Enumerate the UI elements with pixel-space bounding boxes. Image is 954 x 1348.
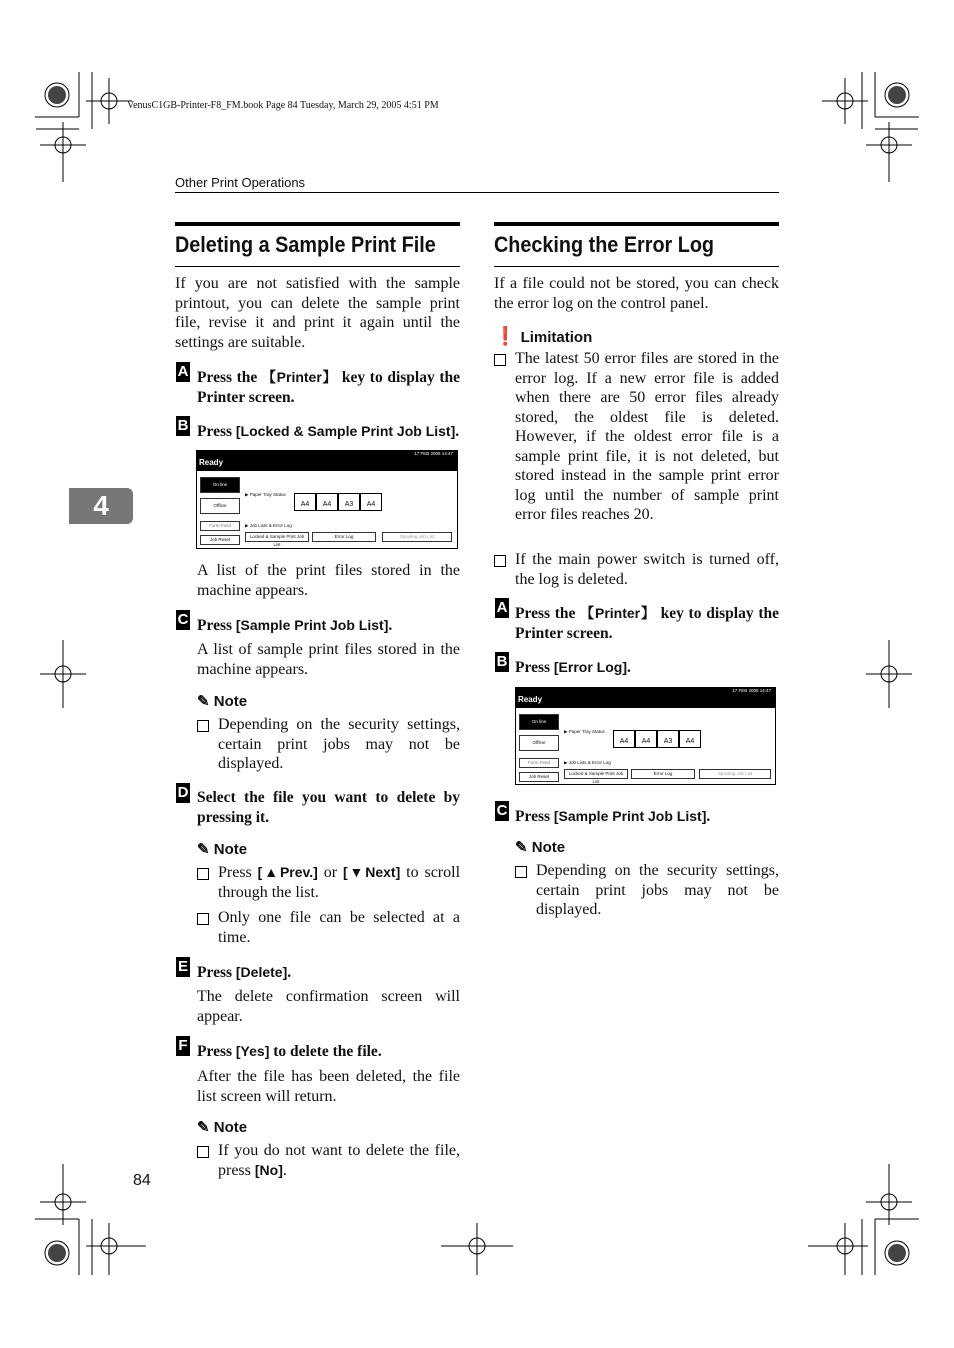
- right-step-number-3: C: [496, 802, 508, 819]
- pencil-icon: ✎: [515, 839, 528, 856]
- tray-3: A3: [657, 730, 679, 748]
- printer-screen-image-1: [196, 450, 458, 549]
- tray-1: A4: [294, 493, 316, 511]
- left-step-5: Press [Delete].: [197, 964, 292, 981]
- spooling-list-button: Spooling Job List: [382, 532, 452, 542]
- right-intro: If a file could not be stored, you can check the error log on the control panel.: [494, 275, 779, 312]
- right-step-3: Press [Sample Print Job List].: [515, 808, 711, 825]
- left-step-2-result: A list of the print files stored in the machine appears.: [197, 562, 460, 599]
- right-title-rule: [494, 266, 779, 267]
- left-step-5-result: The delete confirmation screen will appear.: [197, 988, 460, 1025]
- checkbox-bullet-icon: [494, 555, 506, 567]
- book-info-line: VenusC1GB-Printer-F8_FM.book Page 84 Tuesday, March 29, 2005 4:51 PM: [127, 100, 439, 111]
- tray-3: A3: [338, 493, 360, 511]
- form-feed-button: Form Feed: [519, 758, 559, 768]
- left-step-2: Press [Locked & Sample Print Job List].: [197, 423, 460, 440]
- tray-4: A4: [360, 493, 382, 511]
- right-section-title: Checking the Error Log: [494, 232, 715, 257]
- right-title-bar: [494, 222, 779, 226]
- right-note-item: Depending on the security settings, certain print jobs may not be displayed.: [515, 861, 779, 920]
- checkbox-bullet-icon: [515, 866, 527, 878]
- pencil-icon: ✎: [197, 841, 210, 858]
- step-number-6: F: [176, 1036, 190, 1056]
- error-log-button: Error Log: [631, 769, 695, 779]
- note-heading-1: ✎ Note: [197, 693, 248, 710]
- checkbox-bullet-icon: [197, 913, 209, 925]
- limitation-heading: ❗ Limitation: [494, 326, 593, 346]
- note-3-item: If you do not want to delete the file, press [No].: [197, 1141, 460, 1180]
- left-section-title: Deleting a Sample Print File: [175, 232, 436, 257]
- online-button: On line: [200, 477, 240, 493]
- left-step-1: Press the 【Printer】 key to display the Printer screen.: [197, 369, 460, 406]
- job-reset-button: Job Reset: [200, 535, 240, 545]
- left-title-rule: [175, 266, 460, 267]
- checkbox-bullet-icon: [197, 720, 209, 732]
- running-head: Other Print Operations: [175, 175, 306, 190]
- left-step-3: Press [Sample Print Job List].: [197, 617, 393, 634]
- screen-status-bar: Ready 17 FEB 2005 14:47: [197, 451, 457, 471]
- step-number-3: C: [177, 611, 189, 628]
- form-feed-button: Form Feed: [200, 521, 240, 531]
- right-step-2: Press [Error Log].: [515, 659, 631, 676]
- limitation-item-2: If the main power switch is turned off, the log is deleted.: [494, 550, 779, 589]
- note-heading-2: ✎ Note: [197, 841, 248, 858]
- left-step-3-result: A list of sample print files stored in the machine appears.: [197, 641, 460, 678]
- spooling-list-button: Spooling Job List: [699, 769, 771, 779]
- pencil-icon: ✎: [197, 693, 210, 710]
- left-step-4: Select the file you want to delete by pressing it.: [197, 789, 460, 826]
- job-lists-label: ▶ Job Lists & Error Log: [245, 523, 292, 528]
- step-number-5: E: [177, 958, 188, 975]
- header-rule: [175, 192, 779, 193]
- tray-4: A4: [679, 730, 701, 748]
- printer-screen-image-2: [515, 687, 776, 785]
- tray-2: A4: [635, 730, 657, 748]
- note-heading-3: ✎ Note: [197, 1119, 248, 1136]
- right-step-number-2: B: [496, 653, 508, 670]
- online-button: On line: [519, 714, 559, 730]
- locked-sample-list-button: Locked & Sample Print Job List: [564, 769, 628, 779]
- job-lists-label: ▶ Job Lists & Error Log: [564, 760, 611, 765]
- checkbox-bullet-icon: [197, 868, 209, 880]
- tray-2: A4: [316, 493, 338, 511]
- error-log-button: Error Log: [312, 532, 376, 542]
- limitation-item-1: The latest 50 error files are stored in the error log. If a new error file is added when there are 50 error files already stored, the oldest file is deleted. However, if the oldest error file is a sample print file, it is not deleted, but stored instead in the sample print error log until the number of sample print error files reaches 20.: [494, 349, 779, 525]
- note-1-item: Depending on the security settings, certain print jobs may not be displayed.: [197, 715, 460, 774]
- exclamation-icon: ❗: [494, 326, 517, 346]
- page-number: 84: [133, 1172, 151, 1189]
- left-step-6-result: After the file has been deleted, the file list screen will return.: [197, 1068, 460, 1105]
- note-2-item-1: Press [▲Prev.] or [▼Next] to scroll through the list.: [197, 863, 460, 902]
- right-note-heading: ✎ Note: [515, 839, 566, 856]
- tray-status-label: ▶ Paper Tray Status: [245, 492, 286, 497]
- pencil-icon: ✎: [197, 1119, 210, 1136]
- offline-button: Offline: [200, 498, 240, 514]
- right-step-1: Press the 【Printer】 key to display the Printer screen.: [515, 605, 779, 642]
- note-2-item-2: Only one file can be selected at a time.: [197, 908, 460, 947]
- job-reset-button: Job Reset: [519, 772, 559, 782]
- checkbox-bullet-icon: [494, 354, 506, 366]
- tray-1: A4: [613, 730, 635, 748]
- offline-button: Offline: [519, 735, 559, 751]
- checkbox-bullet-icon: [197, 1146, 209, 1158]
- chapter-tab: 4: [69, 488, 133, 524]
- right-step-number-1: A: [496, 599, 508, 616]
- step-number-2: B: [177, 417, 189, 434]
- left-step-6: Press [Yes] to delete the file.: [197, 1043, 382, 1060]
- step-number-1: A: [177, 363, 189, 380]
- left-title-bar: [175, 222, 460, 226]
- left-intro: If you are not satisfied with the sample printout, you can delete the sample print file, revise it and print it again until the settings are suitable.: [175, 275, 460, 351]
- screen-status-bar: Ready 17 FEB 2005 14:47: [516, 688, 775, 708]
- locked-sample-list-button: Locked & Sample Print Job List: [245, 532, 309, 542]
- step-number-4: D: [177, 784, 189, 801]
- tray-status-label: ▶ Paper Tray Status: [564, 729, 605, 734]
